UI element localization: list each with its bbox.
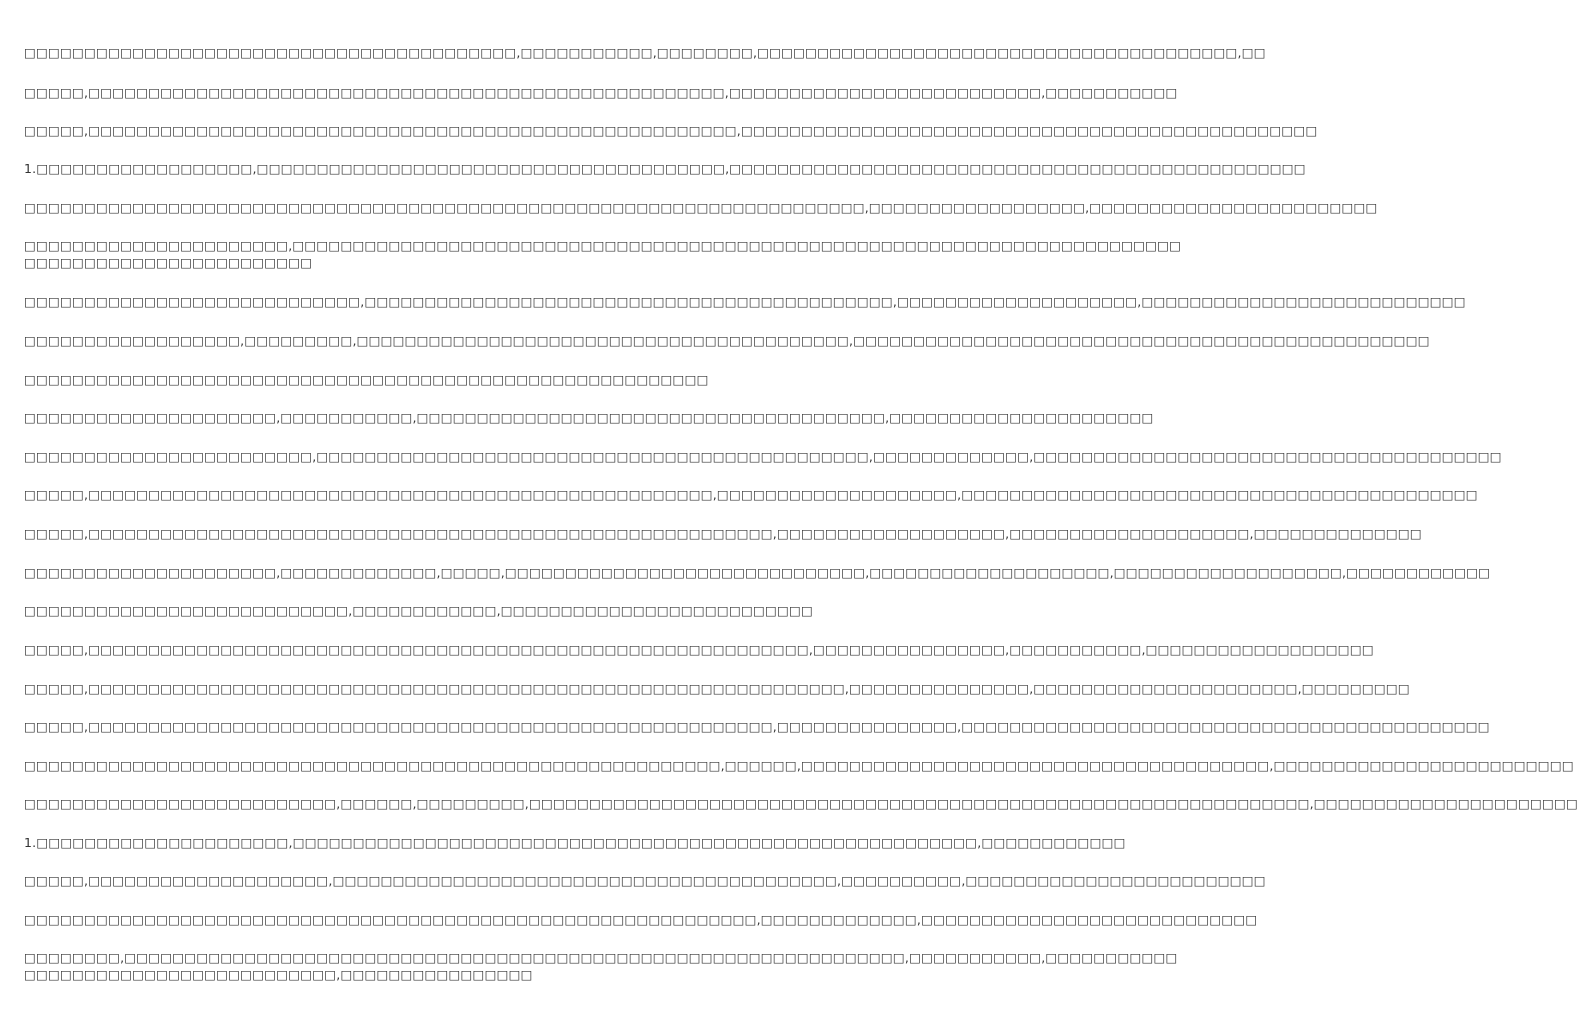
paragraph-23: □□□□□□□□□□□□□□□□□□□□□□□□□□□□□□□□□□□□□□□□□□□□□□□□□□□□□□□□□□□□□,□□□□□□□□□□□□□,□□□□□□□□□□□□□□□□□□□□□□□□□□□□ — [24, 912, 1258, 927]
paragraph-10: □□□□□□□□□□□□□□□□□□□□□,□□□□□□□□□□□,□□□□□□□□□□□□□□□□□□□□□□□□□□□□□□□□□□□□□□□,□□□□□□□□□□□□□□□□□□□□□□ — [24, 410, 1154, 425]
paragraph-4: 1.□□□□□□□□□□□□□□□□□□,□□□□□□□□□□□□□□□□□□□□□□□□□□□□□□□□□□□□□□□,□□□□□□□□□□□□□□□□□□□□□□□□□□□□□□□□□□□□□□□□□□□□□□□□ — [24, 161, 1306, 176]
paragraph-9: □□□□□□□□□□□□□□□□□□□□□□□□□□□□□□□□□□□□□□□□□□□□□□□□□□□□□□□□□ — [24, 372, 709, 387]
paragraph-17: □□□□□,□□□□□□□□□□□□□□□□□□□□□□□□□□□□□□□□□□□□□□□□□□□□□□□□□□□□□□□□□□□□□□□,□□□□□□□□□□□□□□□,□□□□□□□□□□□□□□□□□□□□□□,□□□□□□□□□ — [24, 681, 1410, 696]
paragraph-2: □□□□□,□□□□□□□□□□□□□□□□□□□□□□□□□□□□□□□□□□□□□□□□□□□□□□□□□□□□□,□□□□□□□□□□□□□□□□□□□□□□□□□□,□□□□□□□□□□□ — [24, 85, 1178, 100]
paragraph-12: □□□□□,□□□□□□□□□□□□□□□□□□□□□□□□□□□□□□□□□□□□□□□□□□□□□□□□□□□□,□□□□□□□□□□□□□□□□□□□□,□□□□□□□□□□□□□□□□□□□□□□□□□□□□□□□□□□□□□□□□□□□ — [24, 487, 1478, 502]
paragraph-3: □□□□□,□□□□□□□□□□□□□□□□□□□□□□□□□□□□□□□□□□□□□□□□□□□□□□□□□□□□□□,□□□□□□□□□□□□□□□□□□□□□□□□□□□□□□□□□□□□□□□□□□□□□□□□ — [24, 123, 1318, 138]
paragraph-5: □□□□□□□□□□□□□□□□□□□□□□□□□□□□□□□□□□□□□□□□□□□□□□□□□□□□□□□□□□□□□□□□□□□□□□,□□□□□□□□□□□□□□□□□□,□□□□□□□□□□□□□□□□□□□□□□□□ — [24, 200, 1378, 215]
paragraph-7: □□□□□□□□□□□□□□□□□□□□□□□□□□□□,□□□□□□□□□□□□□□□□□□□□□□□□□□□□□□□□□□□□□□□□□□□□,□□□□□□□□□□□□□□□□□□□□,□□□□□□□□□□□□□□□□□□□□□□□□□□□ — [24, 294, 1466, 309]
paragraph-14: □□□□□□□□□□□□□□□□□□□□□,□□□□□□□□□□□□□,□□□□□,□□□□□□□□□□□□□□□□□□□□□□□□□□□□□□,□□□□□□□□□□□□□□□□□□□□,□□□□□□□□□□□□□□□□□□□,□□□□□□□□□□□□ — [24, 565, 1491, 580]
paragraph-13: □□□□□,□□□□□□□□□□□□□□□□□□□□□□□□□□□□□□□□□□□□□□□□□□□□□□□□□□□□□□□□□,□□□□□□□□□□□□□□□□□□□,□□□□□□□□□□□□□□□□□□□□,□□□□□□□□□□□□□□ — [24, 526, 1422, 541]
paragraph-11: □□□□□□□□□□□□□□□□□□□□□□□□,□□□□□□□□□□□□□□□□□□□□□□□□□□□□□□□□□□□□□□□□□□□□□□,□□□□□□□□□□□□□,□□□□□□□□□□□□□□□□□□□□□□□□□□□□□□□□□□□□□□□ — [24, 449, 1502, 464]
paragraph-8: □□□□□□□□□□□□□□□□□□,□□□□□□□□□,□□□□□□□□□□□□□□□□□□□□□□□□□□□□□□□□□□□□□□□□□,□□□□□□□□□□□□□□□□□□□□□□□□□□□□□□□□□□□□□□□□□□□□□□□□ — [24, 333, 1430, 348]
paragraph-16: □□□□□,□□□□□□□□□□□□□□□□□□□□□□□□□□□□□□□□□□□□□□□□□□□□□□□□□□□□□□□□□□□□,□□□□□□□□□□□□□□□□,□□□□□□□□□□□,□□□□□□□□□□□□□□□□□□□ — [24, 642, 1374, 657]
paragraph-18: □□□□□,□□□□□□□□□□□□□□□□□□□□□□□□□□□□□□□□□□□□□□□□□□□□□□□□□□□□□□□□□,□□□□□□□□□□□□□□□,□□□□□□□□□□□□□□□□□□□□□□□□□□□□□□□□□□□□□□□□□□□□ — [24, 719, 1490, 734]
paragraph-1: □□□□□□□□□□□□□□□□□□□□□□□□□□□□□□□□□□□□□□□□□,□□□□□□□□□□□,□□□□□□□□,□□□□□□□□□□□□□□□□□□□□□□□□□□□□□□□□□□□□□□□□,□□ — [24, 45, 1266, 60]
paragraph-6: □□□□□□□□□□□□□□□□□□□□□□,□□□□□□□□□□□□□□□□□□□□□□□□□□□□□□□□□□□□□□□□□□□□□□□□□□□□□□□□□□□□□□□□□□□□□□□□□□ □□□□□□□□□□□□□□□□□□□□□□□□ — [24, 238, 1182, 270]
paragraph-19: □□□□□□□□□□□□□□□□□□□□□□□□□□□□□□□□□□□□□□□□□□□□□□□□□□□□□□□□□□,□□□□□□,□□□□□□□□□□□□□□□□□□□□□□□□□□□□□□□□□□□□□□□,□□□□□□□□□□□□□□□□□□□□□□□□□ — [24, 758, 1574, 773]
paragraph-24: □□□□□□□□,□□□□□□□□□□□□□□□□□□□□□□□□□□□□□□□□□□□□□□□□□□□□□□□□□□□□□□□□□□□□□□□□□,□□□□□□□□□□□,□□□□□□□□□□□ □□□□□□□□□□□□□□□□□□□□□□□□□□,□□□□□□□□□□□□□□□□ — [24, 950, 1178, 982]
paragraph-22: □□□□□,□□□□□□□□□□□□□□□□□□□□,□□□□□□□□□□□□□□□□□□□□□□□□□□□□□□□□□□□□□□□□□□,□□□□□□□□□□,□□□□□□□□□□□□□□□□□□□□□□□□□ — [24, 873, 1266, 888]
paragraph-21: 1.□□□□□□□□□□□□□□□□□□□□□,□□□□□□□□□□□□□□□□□□□□□□□□□□□□□□□□□□□□□□□□□□□□□□□□□□□□□□□□□,□□□□□□□□□□□□ — [24, 835, 1126, 850]
paragraph-20: □□□□□□□□□□□□□□□□□□□□□□□□□□,□□□□□□,□□□□□□□□□,□□□□□□□□□□□□□□□□□□□□□□□□□□□□□□□□□□□□□□□□□□□□□□□□□□□□□□□□□□□□□□□□□,□□□□□□□□□□□□□□□□□□□□□□ — [24, 796, 1578, 811]
paragraph-15: □□□□□□□□□□□□□□□□□□□□□□□□□□□,□□□□□□□□□□□□,□□□□□□□□□□□□□□□□□□□□□□□□□□ — [24, 603, 814, 618]
